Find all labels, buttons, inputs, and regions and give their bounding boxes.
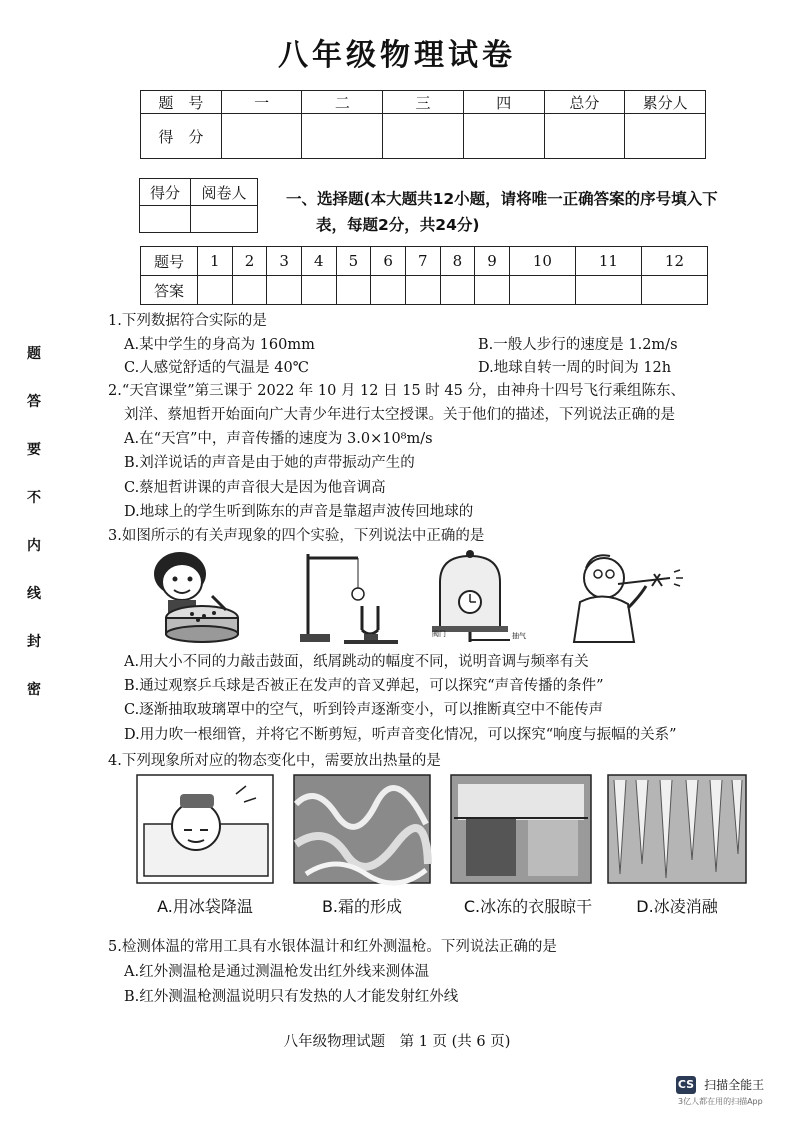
question-2-option-c: C.蔡旭哲讲课的声音很大是因为他音调高 — [124, 480, 386, 496]
frozen-clothes-image — [451, 775, 591, 883]
icicle-image — [608, 775, 746, 883]
valve-label: 阀门 — [432, 630, 446, 638]
side-char: 内 — [27, 538, 41, 554]
answer-number-cell: 8 — [440, 247, 475, 276]
ice-pack-image — [137, 775, 273, 883]
answer-number-cell: 5 — [336, 247, 371, 276]
photo-caption-c: C.冰冻的衣服晾干 — [463, 897, 593, 916]
side-char: 题 — [27, 346, 41, 362]
question-2-stem-cont: 刘洋、蔡旭哲开始面向广大青少年进行太空授课。关于他们的描述，下列说法正确的是 — [124, 407, 675, 423]
answer-input-cell[interactable] — [371, 276, 406, 305]
score-cell[interactable] — [302, 114, 383, 159]
answer-number-cell: 9 — [475, 247, 510, 276]
section-heading — [286, 186, 746, 238]
side-char: 不 — [27, 490, 41, 506]
answer-input-cell[interactable] — [575, 276, 641, 305]
question-1-option-b: B.一般人步行的速度是 1.2m/s — [478, 337, 678, 353]
question-5-option-a: A.红外测温枪是通过测温枪发出红外线来测体温 — [124, 964, 430, 980]
question-2-stem: 2.“天宫课堂”第三课于 2022 年 10 月 12 日 15 时 45 分，由神舟十四号飞行乘组陈东、 — [108, 383, 685, 399]
score-cell[interactable] — [383, 114, 464, 159]
score-cell[interactable] — [625, 114, 706, 159]
score-cell[interactable] — [221, 114, 302, 159]
side-char: 封 — [27, 634, 41, 650]
bell-jar-figure — [432, 550, 526, 642]
answer-input-cell[interactable] — [267, 276, 302, 305]
answer-input-cell[interactable] — [509, 276, 575, 305]
score-row-label: 得 分 — [141, 114, 222, 159]
question-3-option-d: D.用力吹一根细管，并将它不断剪短，听声音变化情况，可以探究“响度与振幅的关系” — [124, 727, 677, 743]
answer-number-cell: 6 — [371, 247, 406, 276]
score-cell[interactable] — [544, 114, 625, 159]
score-header-cell: 总分 — [544, 91, 625, 114]
side-char: 密 — [27, 682, 41, 698]
answer-input-cell[interactable] — [405, 276, 440, 305]
question-5-stem: 5.检测体温的常用工具有水银体温计和红外测温枪。下列说法正确的是 — [108, 939, 557, 955]
answer-number-cell: 11 — [575, 247, 641, 276]
scanner-watermark — [676, 1074, 765, 1106]
question-1-option-c: C.人感觉舒适的气温是 40℃ — [124, 360, 309, 376]
scanner-brand-tagline: 3亿人都在用的扫描App — [678, 1097, 763, 1106]
pump-label: 抽气 — [512, 632, 526, 640]
score-header-cell: 二 — [302, 91, 383, 114]
answer-input-cell[interactable] — [641, 276, 707, 305]
answer-number-cell: 2 — [232, 247, 267, 276]
question-3-option-a: A.用大小不同的力敲击鼓面，纸屑跳动的幅度不同，说明音调与频率有关 — [124, 654, 589, 670]
answer-input-cell[interactable] — [301, 276, 336, 305]
grader-score-cell[interactable] — [140, 206, 191, 233]
question-5-option-b: B.红外测温枪测温说明只有发热的人才能发射红外线 — [124, 989, 459, 1005]
grader-name-label: 阅卷人 — [191, 179, 258, 206]
question-3-option-c: C.逐渐抽取玻璃罩中的空气，听到铃声逐渐变小，可以推断真空中不能传声 — [124, 702, 604, 718]
answer-row-label: 答案 — [141, 276, 198, 305]
answer-table — [140, 246, 708, 305]
grader-name-cell[interactable] — [191, 206, 258, 233]
question-3-option-b: B.通过观察乒乓球是否被正在发声的音叉弹起，可以探究“声音传播的条件” — [124, 678, 604, 694]
question-1-stem: 1.下列数据符合实际的是 — [108, 313, 267, 329]
answer-input-cell[interactable] — [232, 276, 267, 305]
question-1-option-d: D.地球自转一周的时间为 12h — [478, 360, 672, 376]
answer-number-cell: 4 — [301, 247, 336, 276]
score-table — [140, 90, 706, 159]
question-4-stem: 4.下列现象所对应的物态变化中，需要放出热量的是 — [108, 753, 441, 769]
answer-number-cell: 10 — [509, 247, 575, 276]
answer-number-cell: 3 — [267, 247, 302, 276]
drum-experiment-figure — [154, 552, 238, 642]
question-2-option-d: D.地球上的学生听到陈东的声音是靠超声波传回地球的 — [124, 504, 474, 520]
question-2-option-a: A.在“天宫”中，声音传播的速度为 3.0×10⁸m/s — [124, 431, 433, 447]
answer-input-cell[interactable] — [198, 276, 233, 305]
grader-table — [139, 178, 258, 233]
question-3-figures — [140, 546, 700, 648]
frost-image — [294, 775, 430, 883]
scanner-logo-icon: CS — [676, 1076, 696, 1094]
answer-input-cell[interactable] — [475, 276, 510, 305]
section-heading-line: 表，每题2分，共24分) — [316, 216, 480, 234]
photo-caption-a: A.用冰袋降温 — [157, 897, 253, 916]
question-1-option-a: A.某中学生的身高为 160mm — [124, 337, 315, 353]
answer-number-cell: 7 — [405, 247, 440, 276]
side-char: 线 — [27, 586, 41, 602]
answer-number-cell: 12 — [641, 247, 707, 276]
side-char: 答 — [27, 394, 41, 410]
score-header-cell: 一 — [221, 91, 302, 114]
straw-blowing-figure — [574, 555, 683, 642]
score-header-cell: 四 — [463, 91, 544, 114]
score-header-cell: 三 — [383, 91, 464, 114]
question-2-option-b: B.刘洋说话的声音是由于她的声带振动产生的 — [124, 455, 415, 471]
side-char: 要 — [27, 442, 41, 458]
page-title: 八年级物理试卷 — [278, 38, 516, 73]
score-cell[interactable] — [463, 114, 544, 159]
answer-header-label: 题号 — [141, 247, 198, 276]
score-header-cell: 题 号 — [141, 91, 222, 114]
question-4-photos — [136, 774, 748, 886]
grader-score-label: 得分 — [140, 179, 191, 206]
answer-input-cell[interactable] — [440, 276, 475, 305]
photo-caption-d: D.冰凌消融 — [636, 897, 718, 916]
answer-number-cell: 1 — [198, 247, 233, 276]
tuning-fork-figure — [300, 554, 398, 644]
question-3-stem: 3.如图所示的有关声现象的四个实验，下列说法中正确的是 — [108, 528, 485, 544]
scanner-brand-name: 扫描全能王 — [704, 1078, 765, 1092]
page-footer: 八年级物理试题 第 1 页 (共 6 页) — [283, 1034, 511, 1050]
photo-caption-b: B.霜的形成 — [321, 897, 403, 916]
score-header-cell: 累分人 — [625, 91, 706, 114]
sealing-line-note — [24, 330, 44, 714]
answer-input-cell[interactable] — [336, 276, 371, 305]
section-heading-line: 一、选择题(本大题共12小题，请将唯一正确答案的序号填入下 — [286, 190, 718, 208]
